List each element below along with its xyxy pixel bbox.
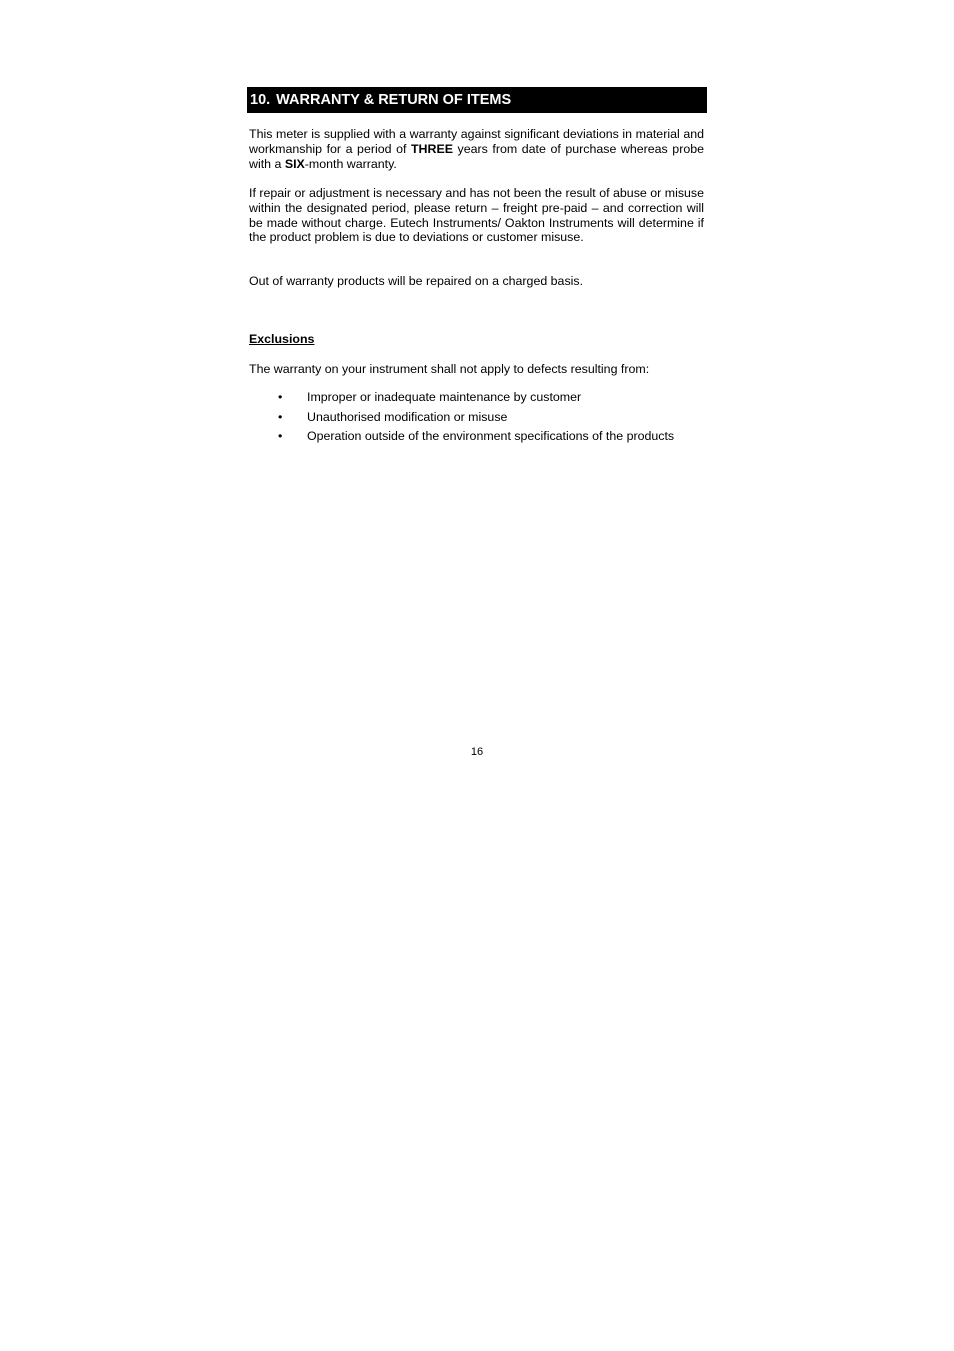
bullet-icon: • <box>278 390 283 404</box>
exclusions-intro: The warranty on your instrument shall not apply to defects resulting from: <box>249 362 650 376</box>
probe-warranty-emphasis: SIX <box>284 156 305 171</box>
bullet-icon: • <box>278 409 283 424</box>
warranty-period-paragraph <box>249 127 704 171</box>
bullet-icon: • <box>278 429 283 443</box>
warranty-years-emphasis: THREE <box>410 141 453 156</box>
exclusions-list <box>249 390 704 449</box>
list-item <box>249 429 704 449</box>
repair-paragraph: If repair or adjustment is necessary and has not been the result of abuse or misuse within the designated period, please return – freight pre-paid – and correction will be made without charge. Eutech Instruments/ Oakton Instruments will determine if the product problem is due to deviations or customer misuse. <box>249 186 704 245</box>
list-item-text: Operation outside of the environment specifications of the products <box>307 429 675 443</box>
warranty-text-part-2: years from date of purchase whereas probe with a <box>249 141 705 171</box>
section-heading <box>247 87 707 113</box>
exclusions-heading: Exclusions <box>249 332 315 346</box>
warranty-text-part-3: -month warranty. <box>304 156 397 171</box>
warranty-text-part-1: This meter is supplied with a warranty against significant deviations in material and workmanship for a period of <box>249 127 704 156</box>
list-item <box>249 390 704 410</box>
section-number: 10. <box>250 92 271 108</box>
section-title: WARRANTY & RETURN OF ITEMS <box>276 92 512 108</box>
list-item-text: Unauthorised modification or misuse <box>307 409 508 424</box>
out-of-warranty-paragraph: Out of warranty products will be repaired on a charged basis. <box>249 274 584 288</box>
page-number: 16 <box>470 746 484 758</box>
list-item <box>249 410 704 430</box>
list-item-text: Improper or inadequate maintenance by customer <box>307 390 582 404</box>
